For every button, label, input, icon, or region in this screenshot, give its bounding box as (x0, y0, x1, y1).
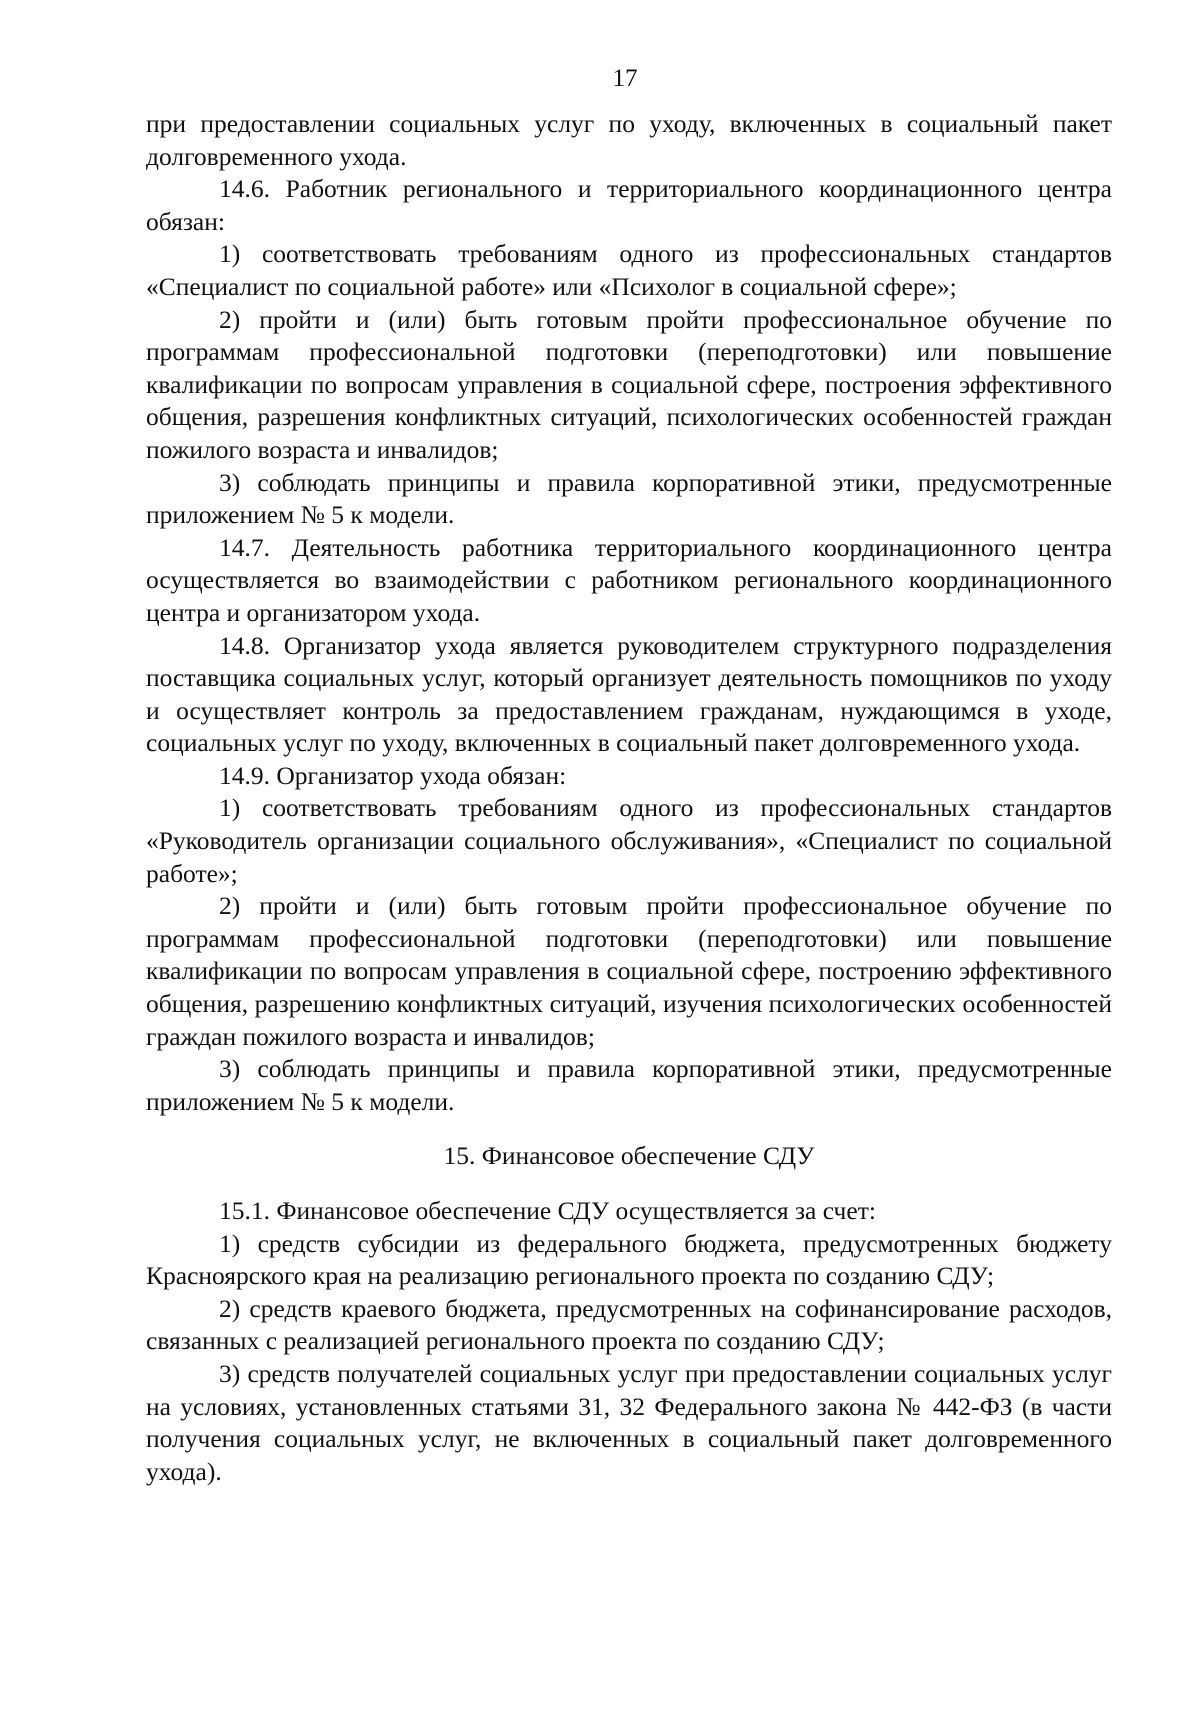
page-number: 17 (612, 65, 638, 92)
document-body (146, 108, 1112, 1488)
section-heading: 15. Финансовое обеспечение СДУ (443, 1141, 815, 1171)
paragraph-15-1-item-1: 1) средств субсидии из федерального бюджета, предусмотренных бюджету Красноярского края на реализацию регионального проекта по созданию СДУ; (146, 1228, 1112, 1291)
paragraph-14-6-item-1: 1) соответствовать требованиям одного из профессиональных стандартов «Специалист по социальной работе» или «Психолог в социальной сфере»; (146, 239, 1112, 301)
paragraph-14-6-item-3: 3) соблюдать принципы и правила корпоративной этики, предусмотренные приложением № 5 к модели. (146, 467, 1112, 530)
paragraph-14-8: 14.8. Организатор ухода является руководителем структурного подразделения поставщика социальных услуг, который организует деятельность помощников по уходу и осуществляет контроль за предоставлением гражданам, нуждающимся в уходе, социальных услуг по уходу, включенных в социальный пакет долговременного ухода. (146, 630, 1112, 758)
paragraph-14-9: 14.9. Организатор ухода обязан: (219, 760, 567, 790)
paragraph-14-9-item-2: 2) пройти и (или) быть готовым пройти профессиональное обучение по программам профессиональной подготовки (переподготовки) или повышение квалификации по вопросам управления в социальной сфере, построению эффективного общения, разрешению конфликтных ситуаций, изучения психологических особенностей граждан пожилого возраста и инвалидов; (146, 891, 1112, 1051)
paragraph-14-6-item-2: 2) пройти и (или) быть готовым пройти профессиональное обучение по программам профессиональной подготовки (переподготовки) или повышение квалификации по вопросам управления в социальной сфере, построения эффективного общения, разрешения конфликтных ситуаций, психологических особенностей граждан пожилого возраста и инвалидов; (146, 304, 1112, 464)
paragraph-14-6: 14.6. Работник регионального и территориального координационного центра обязан: (146, 174, 1112, 236)
paragraph-15-1: 15.1. Финансовое обеспечение СДУ осуществляется за счет: (219, 1196, 876, 1225)
paragraph-15-1-item-2: 2) средств краевого бюджета, предусмотренных на софинансирование расходов, связанных с реализацией регионального проекта по созданию СДУ; (146, 1293, 1112, 1356)
paragraph-14-7: 14.7. Деятельность работника территориального координационного центра осуществляется во взаимодействии с работником регионального координационного центра и организатором ухода. (146, 532, 1112, 627)
paragraph-14-9-item-1: 1) соответствовать требованиям одного из профессиональных стандартов «Руководитель организации социального обслуживания», «Специалист по социальной работе»; (146, 793, 1112, 888)
paragraph-14-9-item-3: 3) соблюдать принципы и правила корпоративной этики, предусмотренные приложением № 5 к модели. (146, 1054, 1112, 1116)
paragraph-15-1-item-3: 3) средств получателей социальных услуг при предоставлении социальных услуг на условиях, установленных статьями 31, 32 Федерального закона № 442-ФЗ (в части получения социальных услуг, не включенных в социальный пакет долговременного ухода). (146, 1358, 1112, 1486)
paragraph-continuation: при предоставлении социальных услуг по уходу, включенных в социальный пакет долговременного ухода. (146, 109, 1112, 171)
